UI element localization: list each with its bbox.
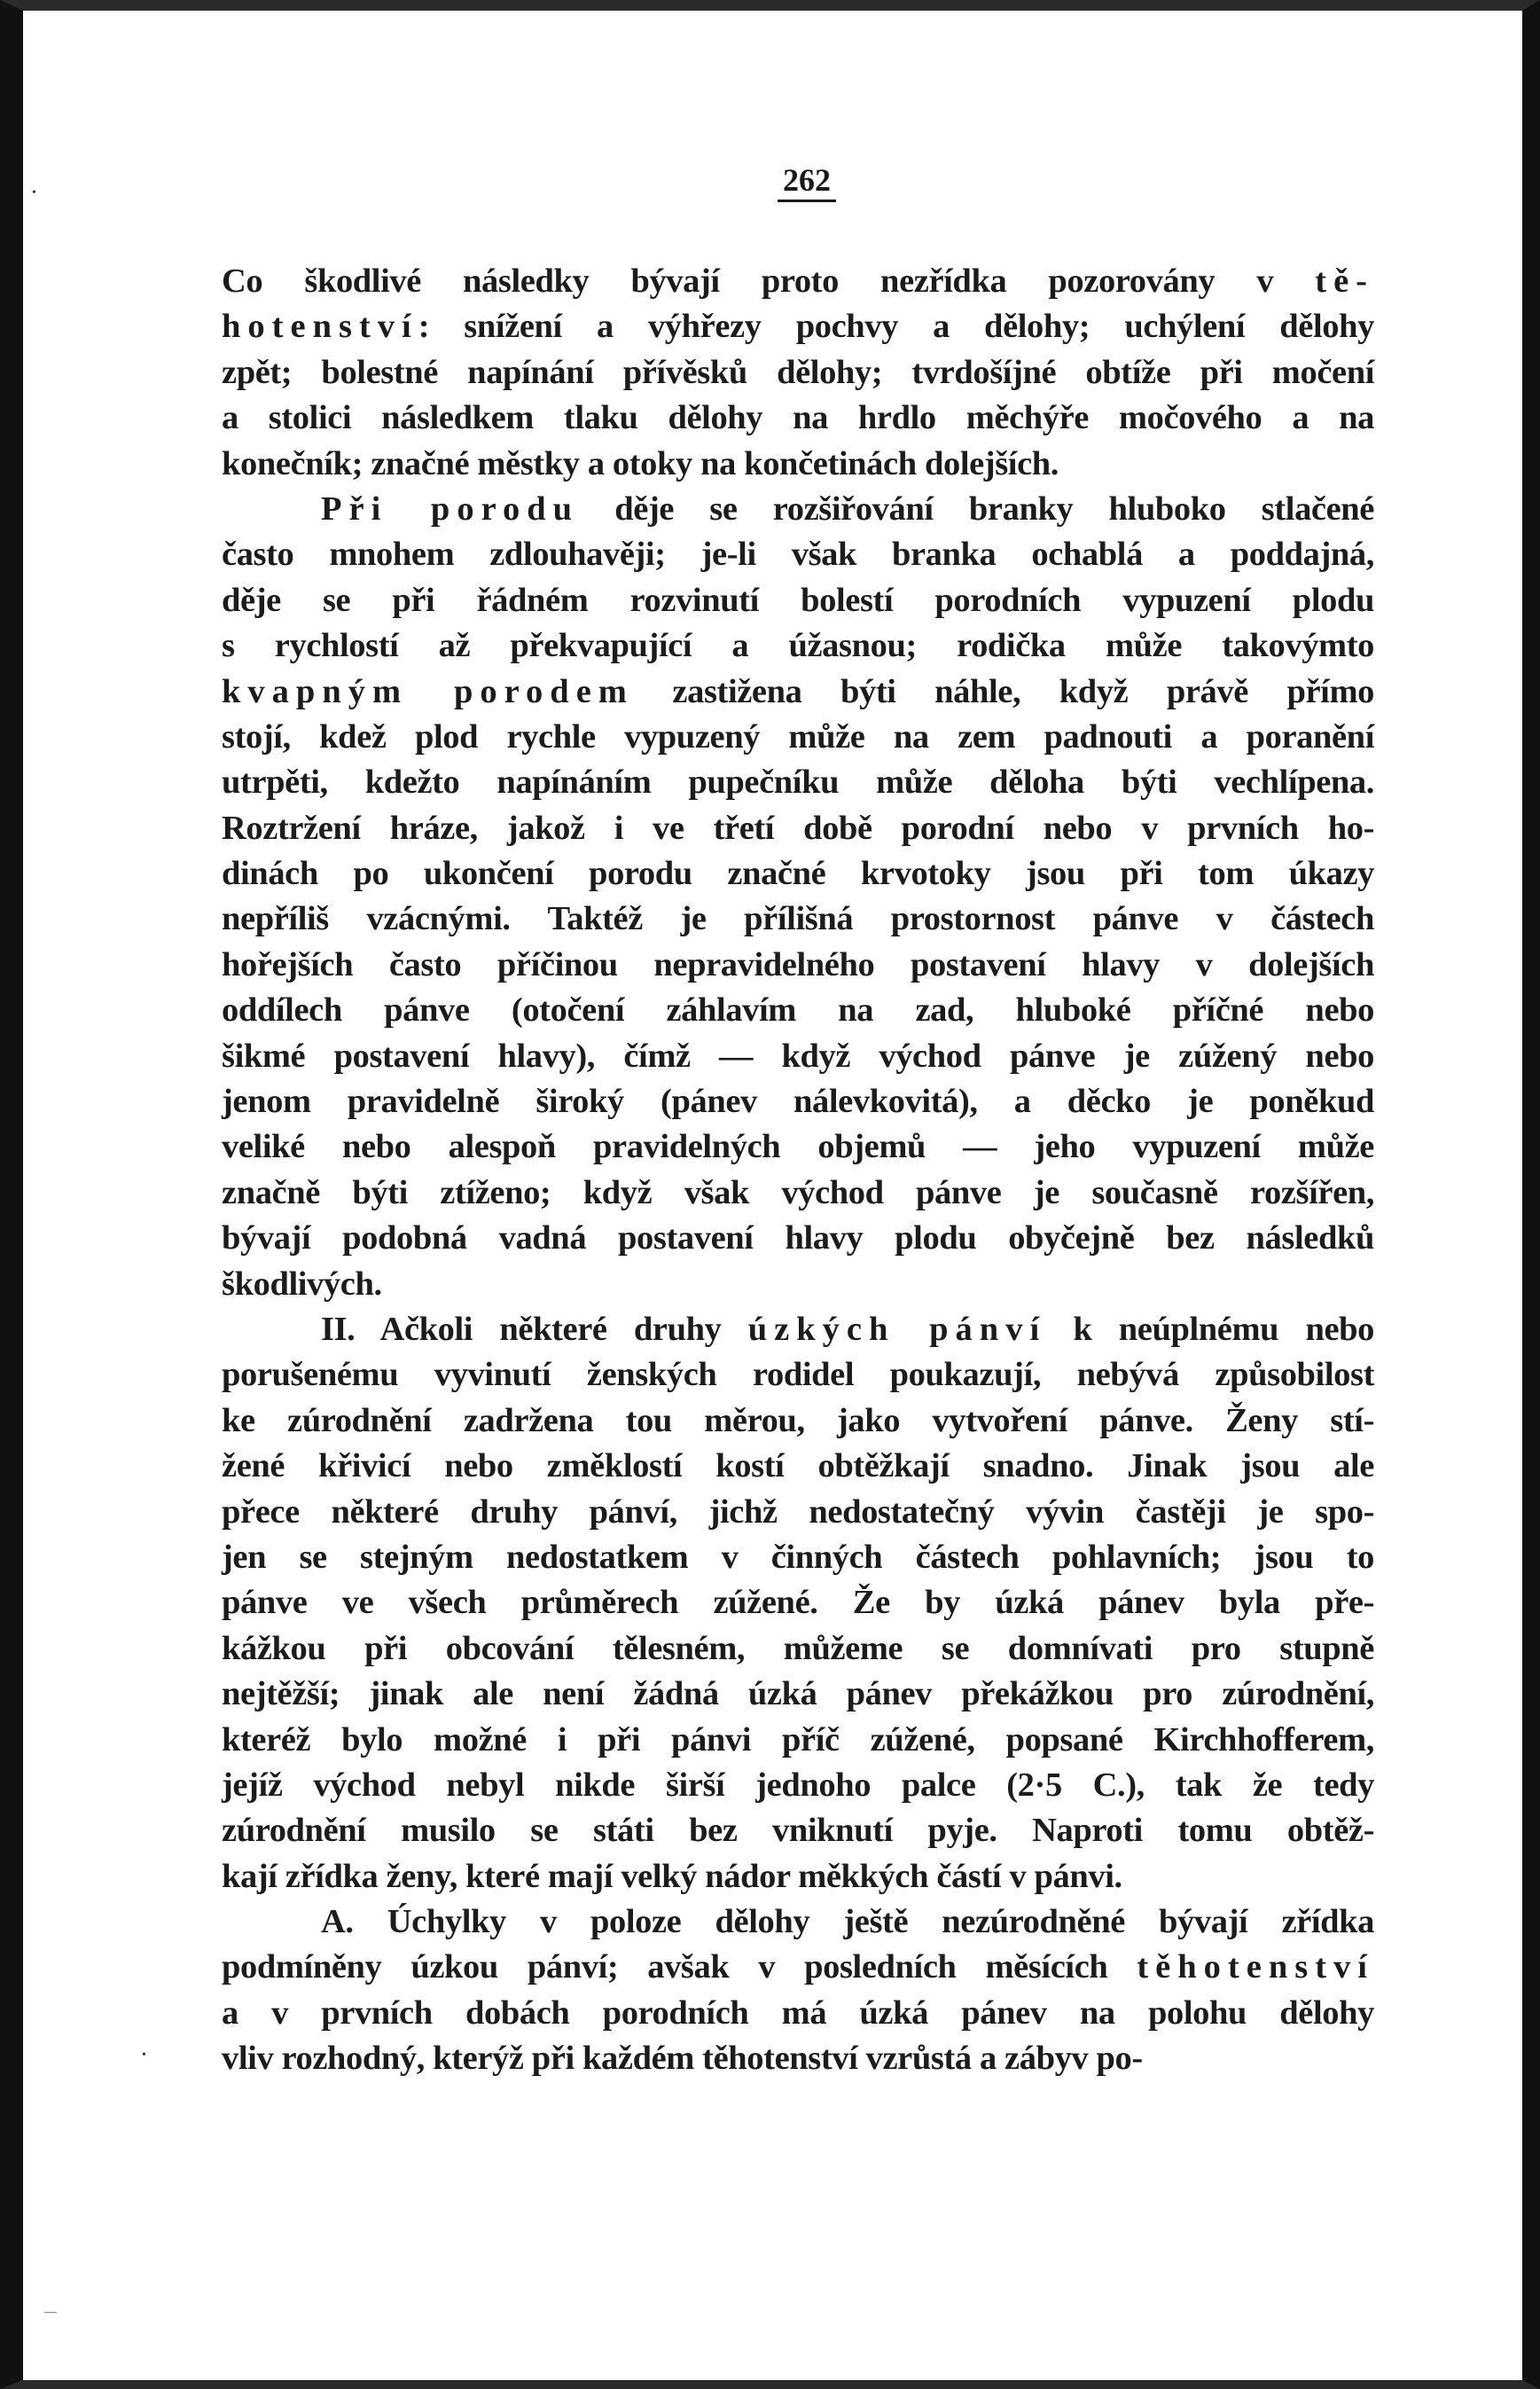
text-segment: Co škodlivé následky bývají proto nezřídka pozorovány v bbox=[222, 262, 1316, 300]
text-segment: II. Ačkoli některé druhy bbox=[321, 1310, 748, 1348]
text-segment: k neúplnému nebo bbox=[1046, 1310, 1375, 1348]
page-number bbox=[222, 161, 1374, 199]
text-segment: jen se stejným nedostatkem v činných částech pohlavních; jsou to bbox=[222, 1538, 1374, 1576]
text-segment: zpět; bolestné napínání přívěsků dělohy; tvrdošíjné obtíže při močení bbox=[222, 353, 1374, 391]
text-line bbox=[222, 304, 1374, 349]
text-segment: vliv rozhodný, kterýž při každém těhotenství vzrůstá a zábyv po- bbox=[222, 2040, 1143, 2078]
text-line bbox=[222, 2036, 1374, 2081]
text-line bbox=[222, 1991, 1374, 2036]
text-segment: a v prvních dobách porodních má úzká pánev na polohu dělohy bbox=[222, 1993, 1374, 2032]
scan-speck: • bbox=[32, 186, 36, 200]
text-segment: oddílech pánve (otočení záhlavím na zad, hluboké příčné nebo bbox=[222, 991, 1374, 1030]
text-line bbox=[222, 897, 1374, 942]
text-line bbox=[222, 1854, 1374, 1899]
text-segment: kají zřídka ženy, které mají velký nádor měkkých částí v pánvi. bbox=[222, 1857, 1122, 1895]
text-line bbox=[222, 532, 1374, 577]
scan-speck: • bbox=[142, 2048, 146, 2062]
text-line bbox=[222, 578, 1374, 623]
text-segment: dinách po ukončení porodu značné krvotoky jsou při tom úkazy bbox=[222, 855, 1374, 893]
text-segment: hořejších často příčinou nepravidelného postavení hlavy v dolejších bbox=[222, 945, 1374, 983]
text-line bbox=[222, 1124, 1374, 1170]
text-segment: zastižena býti náhle, když právě přímo bbox=[633, 672, 1374, 710]
text-segment: kteréž bylo možné i při pánvi příč zúžené, popsané Kirchhofferem, bbox=[222, 1720, 1374, 1758]
text-segment: pánve ve všech průměrech zúžené. Že by úzká pánev byla pře- bbox=[222, 1584, 1374, 1622]
text-segment: děje se rozšiřování branky hluboko stlačené bbox=[579, 490, 1374, 528]
text-line bbox=[222, 1535, 1374, 1580]
text-line bbox=[222, 1626, 1374, 1672]
text-line bbox=[222, 1171, 1374, 1216]
emphasized-term: kvapným porodem bbox=[222, 672, 634, 710]
text-line bbox=[222, 1490, 1374, 1535]
text-segment: jenom pravidelně široký (pánev nálevkovitá), a děcko je poněkud bbox=[222, 1083, 1374, 1121]
text-segment: děje se při řádném rozvinutí bolestí porodních vypuzení plodu bbox=[222, 581, 1374, 619]
emphasized-term: tě- bbox=[1315, 262, 1374, 300]
text-segment: bývají podobná vadná postavení hlavy plodu obyčejně bez následků bbox=[222, 1219, 1374, 1257]
document-page bbox=[222, 161, 1374, 2082]
text-segment: zúrodnění musilo se státi bez vniknutí pyje. Naproti tomu obtěž- bbox=[222, 1812, 1374, 1850]
text-segment: jejíž východ nebyl nikde širší jednoho palce (2·5 C.), tak že tedy bbox=[222, 1766, 1374, 1804]
text-line bbox=[222, 487, 1374, 532]
text-line bbox=[222, 715, 1374, 760]
text-line bbox=[222, 851, 1374, 897]
text-line bbox=[222, 1580, 1374, 1625]
text-segment: : snížení a výhřezy pochvy a dělohy; uchýlení dělohy bbox=[418, 308, 1374, 346]
text-line bbox=[222, 1718, 1374, 1763]
text-line bbox=[222, 259, 1374, 304]
text-segment: konečník; značné městky a otoky na končetinách dolejších. bbox=[222, 444, 1059, 482]
emphasized-term: těhotenství bbox=[1137, 1948, 1374, 1986]
text-segment: nepříliš vzácnými. Taktéž je přílišná prostornost pánve v částech bbox=[222, 900, 1374, 938]
text-segment: ke zúrodnění zadržena tou měrou, jako vytvoření pánve. Ženy stí- bbox=[222, 1401, 1374, 1439]
text-line bbox=[222, 670, 1374, 715]
text-segment: přece některé druhy pánví, jichž nedostatečný vývin častěji je spo- bbox=[222, 1492, 1374, 1531]
text-line bbox=[222, 1808, 1374, 1853]
text-line bbox=[222, 1307, 1374, 1352]
text-segment: A. Úchylky v poloze dělohy ještě nezúrodněné bývají zřídka bbox=[321, 1903, 1374, 1941]
text-segment: stojí, kdež plod rychle vypuzený může na zem padnouti a poranění bbox=[222, 717, 1374, 756]
body-text bbox=[222, 259, 1374, 2082]
text-line bbox=[222, 760, 1374, 805]
text-line bbox=[222, 1352, 1374, 1398]
text-line bbox=[222, 623, 1374, 669]
scan-speck: — bbox=[44, 2306, 57, 2319]
text-segment: veliké nebo alespoň pravidelných objemů — jeho vypuzení může bbox=[222, 1128, 1374, 1166]
text-line bbox=[222, 350, 1374, 396]
text-segment: nejtěžší; jinak ale není žádná úzká pánev překážkou pro zúrodnění, bbox=[222, 1675, 1374, 1713]
text-line bbox=[222, 943, 1374, 988]
text-segment: škodlivých. bbox=[222, 1265, 382, 1303]
text-line bbox=[222, 1262, 1374, 1307]
text-segment: kážkou při obcování tělesném, můžeme se domnívati pro stupně bbox=[222, 1629, 1374, 1667]
text-segment: Roztržení hráze, jakož i ve třetí době porodní nebo v prvních ho- bbox=[222, 809, 1374, 847]
text-line bbox=[222, 1398, 1374, 1444]
text-line bbox=[222, 442, 1374, 487]
text-segment: často mnohem zdlouhavěji; je-li však branka ochablá a poddajná, bbox=[222, 536, 1374, 574]
text-segment: žené křivicí nebo změklostí kostí obtěžkají snadno. Jinak jsou ale bbox=[222, 1447, 1374, 1485]
emphasized-term: Při porodu bbox=[321, 490, 580, 528]
text-segment: a stolici následkem tlaku dělohy na hrdlo měchýře močového a na bbox=[222, 399, 1374, 437]
text-line bbox=[222, 1672, 1374, 1717]
emphasized-term: úzkých pánví bbox=[747, 1310, 1047, 1348]
text-line bbox=[222, 396, 1374, 441]
text-segment: utrpěti, kdežto napínáním pupečníku může děloha býti vechlípena. bbox=[222, 764, 1374, 802]
text-line bbox=[222, 1079, 1374, 1124]
text-line bbox=[222, 1945, 1374, 1990]
text-segment: s rychlostí až překvapující a úžasnou; rodička může takovýmto bbox=[222, 627, 1374, 665]
text-segment: podmíněny úzkou pánví; avšak v posledních měsících bbox=[222, 1948, 1137, 1986]
text-line bbox=[222, 1216, 1374, 1261]
text-line bbox=[222, 1034, 1374, 1079]
text-line bbox=[222, 988, 1374, 1033]
text-line bbox=[222, 1444, 1374, 1489]
text-segment: značně býti ztíženo; když však východ pánve je současně rozšířen, bbox=[222, 1173, 1374, 1211]
text-line bbox=[222, 1899, 1374, 1945]
text-segment: šikmé postavení hlavy), čímž — když východ pánve je zúžený nebo bbox=[222, 1037, 1374, 1075]
text-line bbox=[222, 806, 1374, 851]
text-segment: porušenému vyvinutí ženských rodidel poukazují, nebývá způsobilost bbox=[222, 1356, 1374, 1394]
emphasized-term: hotenství bbox=[222, 308, 418, 346]
page-number-text: 262 bbox=[778, 162, 836, 202]
text-line bbox=[222, 1763, 1374, 1808]
